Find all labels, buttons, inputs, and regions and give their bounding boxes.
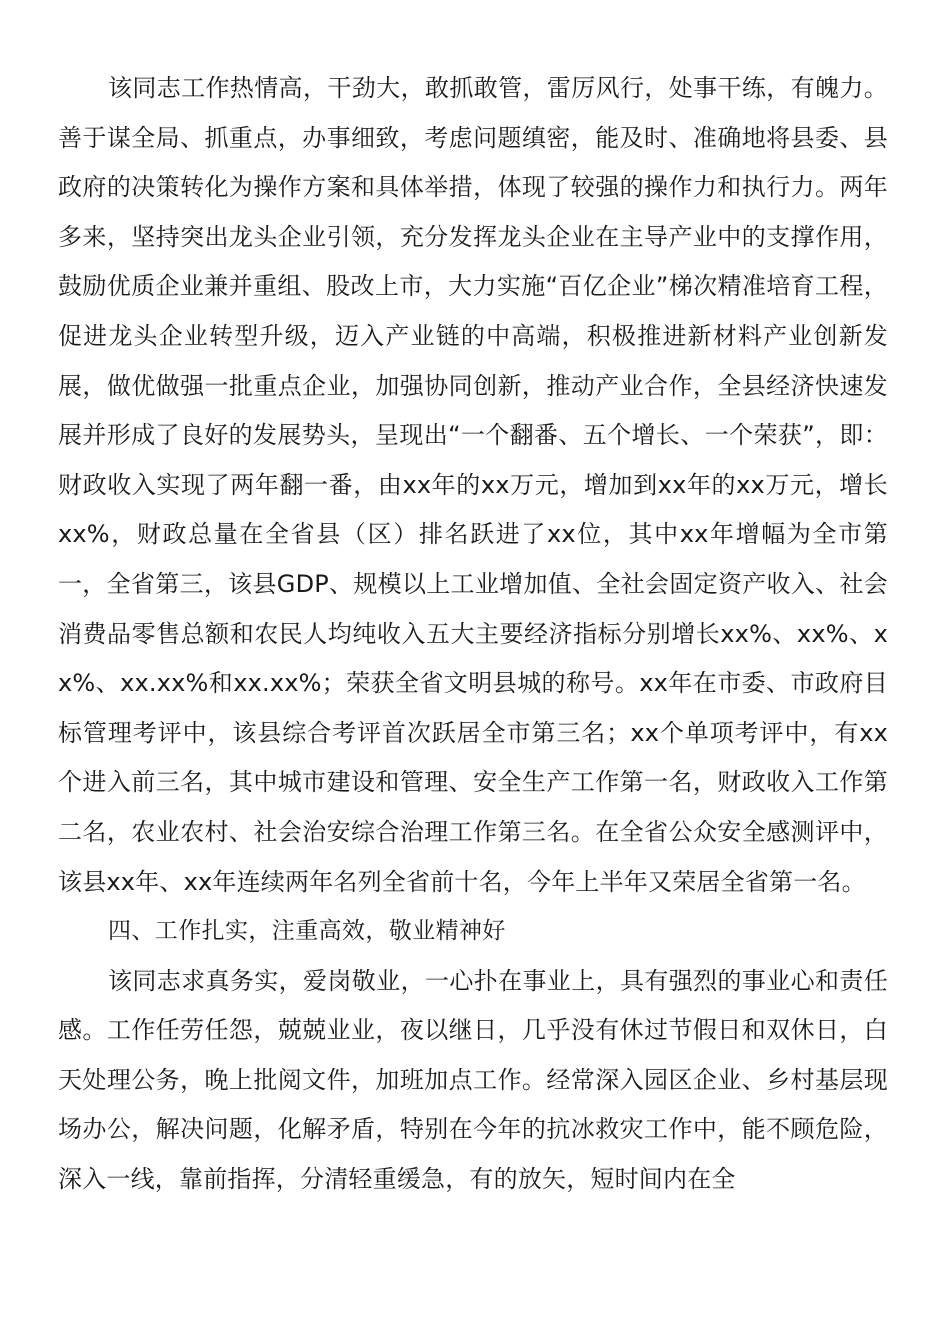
section-heading-4: 四、工作扎实，注重高效，敬业精神好 [108,918,506,945]
body-paragraph-dedication: 该同志求真务实，爱岗敬业，一心扑在事业上，具有强烈的事业心和责任感。工作任劳任怨，兢兢业业，夜以继日，几乎没有休过节假日和双休日，白天处理公务，晚上批阅文件，加班加点工作。经常深入园区企业、乡村基层现场办公，解决问题，化解矛盾，特别在今年的抗冰救灾工作中，能不顾危险，深入一线，靠前指挥，分清轻重缓急，有的放矢，短时间内在全 [58,966,888,1194]
body-paragraph-performance: 该同志工作热情高，干劲大，敢抓敢管，雷厉风行，处事干练，有魄力。善于谋全局、抓重点，办事细致，考虑问题缜密，能及时、准确地将县委、县政府的决策转化为操作方案和具体举措，体现了较强的操作力和执行力。两年多来，坚持突出龙头企业引领，充分发挥龙头企业在主导产业中的支撑作用，鼓励优质企业兼并重组、股改上市，大力实施“百亿企业”梯次精准培育工程，促进龙头企业转型升级，迈入产业链的中高端，积极推进新材料产业创新发展，做优做强一批重点企业，加强协同创新，推动产业合作，全县经济快速发展并形成了良好的发展势头，呈现出“一个翻番、五个增长、一个荣获”，即：财政收入实现了两年翻一番，由xx年的xx万元，增加到xx年的xx万元，增长xx%，财政总量在全省县（区）排名跃进了xx位，其中xx年增幅为全市第一，全省第三，该县GDP、规模以上工业增加值、全社会固定资产收入、社会消费品零售总额和农民人均纯收入五大主要经济指标分别增长xx%、xx%、xx%、xx.xx%和xx.xx%；荣获全省文明县城的称号。xx年在市委、市政府目标管理考评中，该县综合考评首次跃居全市第三名；xx个单项考评中，有xx个进入前三名，其中城市建设和管理、安全生产工作第一名，财政收入工作第二名，农业农村、社会治安综合治理工作第三名。在全省公众安全感测评中，该县xx年、xx年连续两年名列全省前十名，今年上半年又荣居全省第一名。 [58,74,888,896]
